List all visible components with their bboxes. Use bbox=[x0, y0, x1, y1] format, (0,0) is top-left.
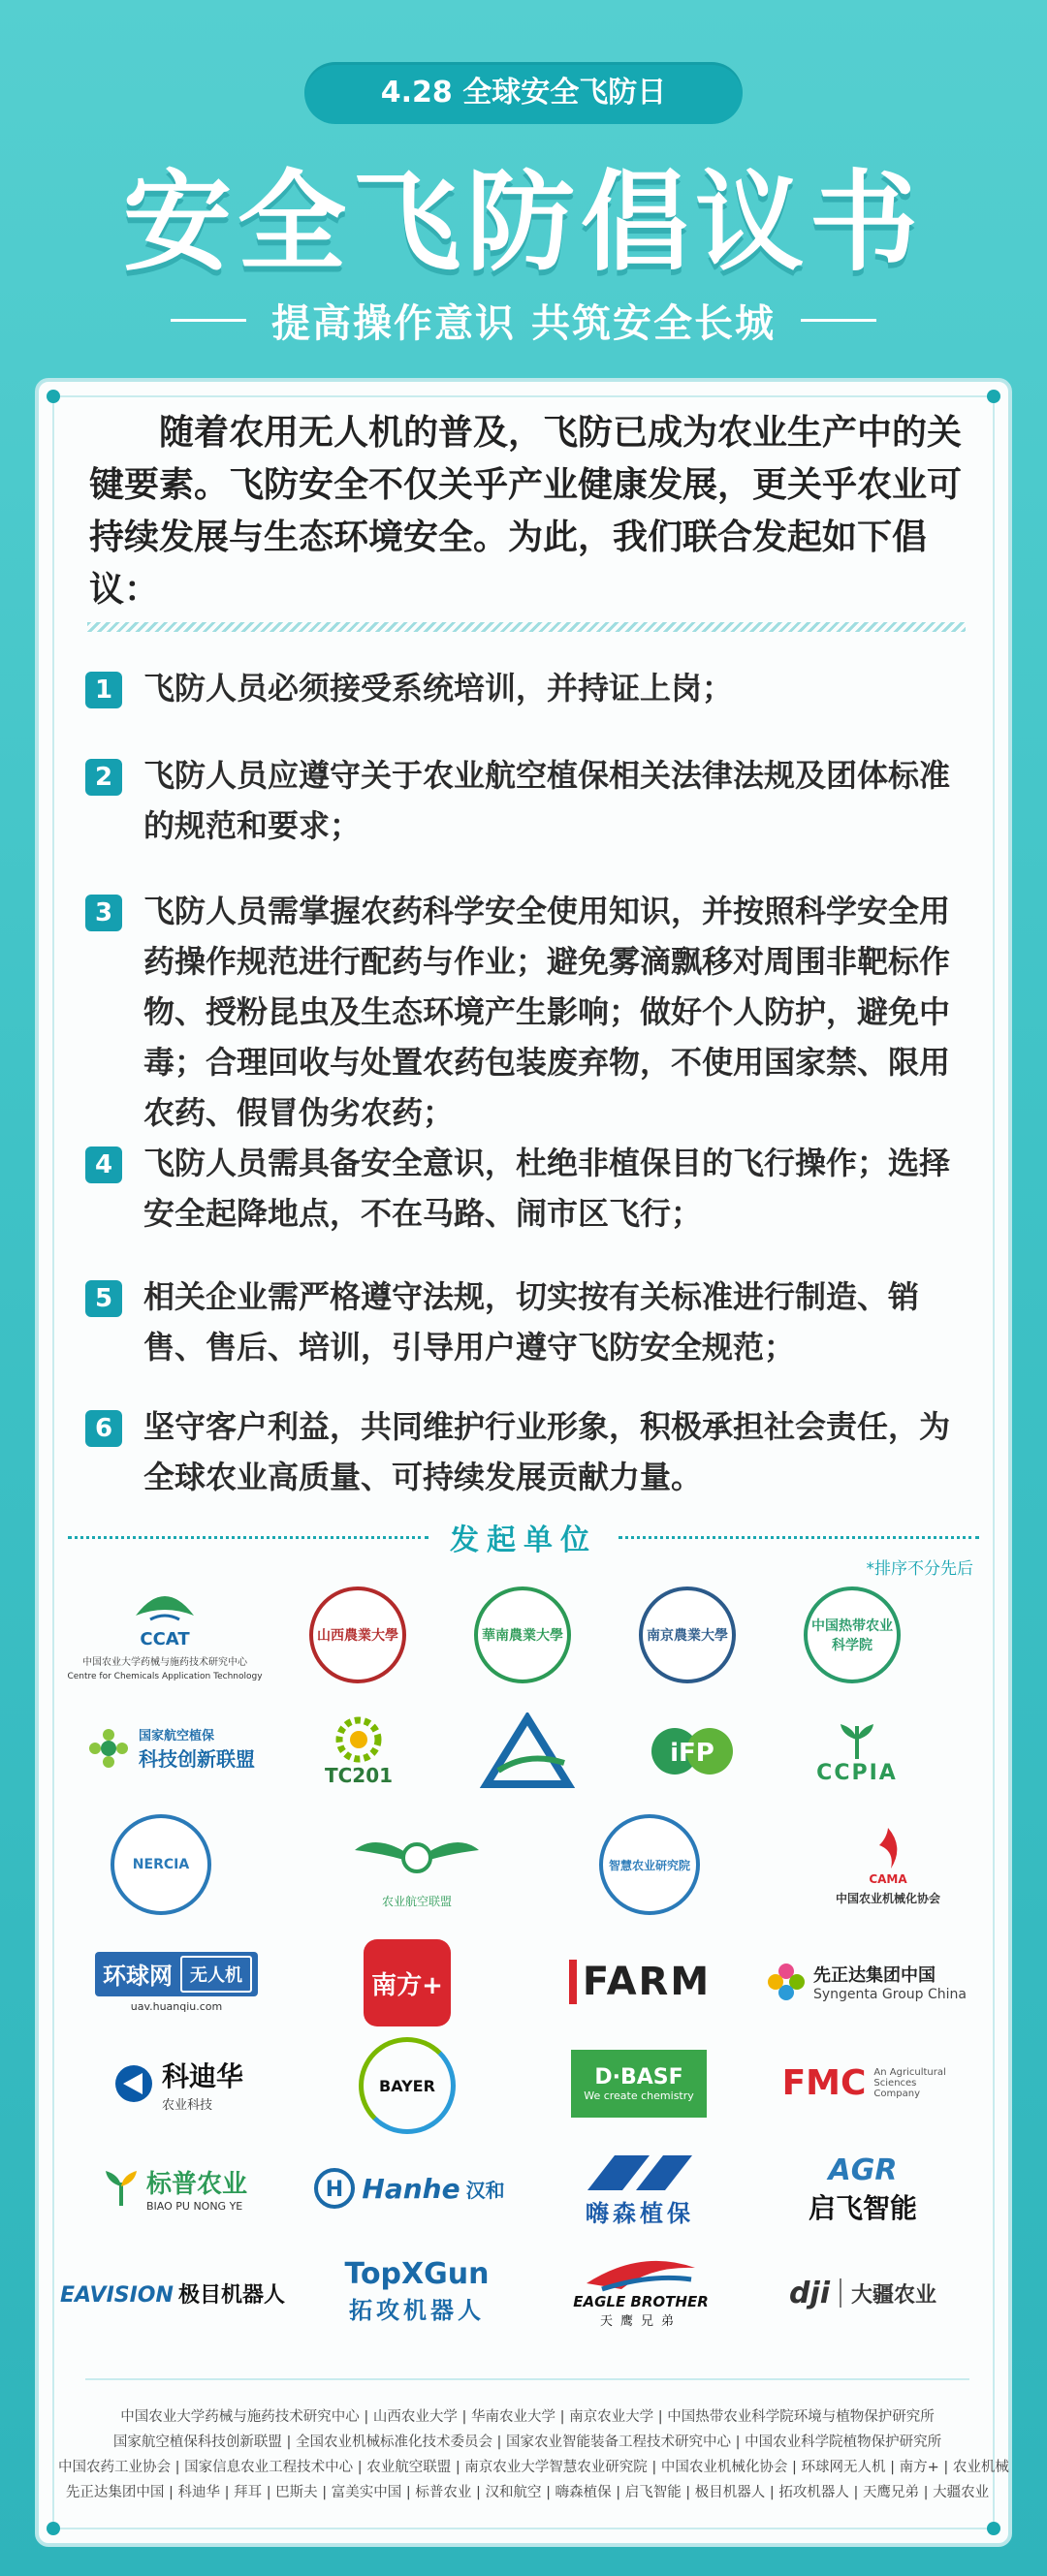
aviation-wings-icon bbox=[349, 1821, 485, 1889]
fmc-wordmark: FMC bbox=[781, 2062, 867, 2103]
hatched-divider bbox=[87, 622, 966, 632]
corteva-wordmark: 科迪华 bbox=[161, 2059, 243, 2092]
hanhe-h-icon bbox=[313, 2167, 356, 2210]
cama-mark: CAMA bbox=[869, 1871, 907, 1886]
logo-eagle-brother bbox=[558, 2239, 723, 2343]
logo-ccat bbox=[67, 1576, 263, 1692]
proposal-item bbox=[85, 886, 977, 1138]
logo-eavision bbox=[56, 2258, 289, 2328]
huanqiu-brand: 环球网 bbox=[103, 1963, 173, 1990]
cama-flame-icon bbox=[866, 1824, 910, 1872]
eavision-cn: 极目机器人 bbox=[178, 2282, 286, 2308]
aviation-alliance-caption: 农业航空联盟 bbox=[381, 1894, 452, 1908]
sort-order-note: *排序不分先后 bbox=[866, 1559, 973, 1579]
logo-njau-smart-agri bbox=[591, 1806, 708, 1923]
item-text: 飞防人员必须接受系统培训，并持证上岗； bbox=[143, 670, 734, 707]
eagle-cn: 天鹰兄弟 bbox=[599, 2313, 682, 2329]
logo-national-aviation-alliance bbox=[74, 1705, 268, 1792]
ccat-wordmark: CCAT bbox=[140, 1629, 190, 1649]
logo-ifp bbox=[634, 1705, 750, 1798]
biaopu-pinyin: BIAO PU NONG YE bbox=[145, 2200, 243, 2213]
farm-wordmark: FARM bbox=[569, 1960, 711, 2004]
nercia-globe-icon: NERCIA bbox=[111, 1814, 211, 1915]
ccat-caption-en: Centre for Chemicals Application Technology bbox=[67, 1672, 263, 1681]
corner-dot bbox=[47, 2522, 60, 2535]
haisen-swoosh-icon bbox=[582, 2152, 698, 2194]
eavision-wordmark: EAVISION bbox=[59, 2282, 174, 2308]
item-text: 飞防人员应遵守关于农业航空植保相关法律法规及团体标准的规范和要求； bbox=[143, 757, 951, 844]
logo-nercia bbox=[103, 1806, 219, 1923]
logo-topxgun bbox=[320, 2245, 514, 2338]
item-number-badge: 3 bbox=[85, 895, 122, 931]
page-title: 安全飞防倡议书 bbox=[123, 160, 924, 286]
fmc-tagline: An Agricultural Sciences Company bbox=[873, 2066, 946, 2099]
logo-nanfang-plus bbox=[359, 1936, 456, 2029]
ifp-leaf-icon bbox=[646, 1717, 739, 1785]
item-number-badge: 5 bbox=[85, 1280, 122, 1317]
logo-aie bbox=[469, 1705, 586, 1798]
ccat-caption: 中国农业大学药械与施药技术研究中心 bbox=[82, 1657, 247, 1668]
agr-wordmark: AGR bbox=[828, 2152, 898, 2187]
hanhe-cn: 汉和 bbox=[465, 2178, 505, 2202]
corner-dot bbox=[987, 390, 1000, 403]
corner-dot bbox=[987, 2522, 1000, 2535]
item-text: 坚守客户利益，共同维护行业形象，积极承担社会责任，为全球农业高质量、可持续发展贡献力量。 bbox=[143, 1408, 951, 1495]
footer-line: 先正达集团中国 | 科迪华 | 拜耳 | 巴斯夫 | 富美实中国 | 标普农业 | 汉和航空 | 嗨森植保 | 启飞智能 | 极目机器人 | 拓攻机器人 | 天鹰兄弟 | 大疆农业 bbox=[65, 2485, 990, 2500]
hanhe-wordmark: Hanhe bbox=[362, 2172, 460, 2205]
event-date-pill: 4.28 全球安全飞防日 bbox=[304, 62, 743, 124]
item-text: 飞防人员需具备安全意识，杜绝非植保目的飞行操作；选择安全起降地点，不在马路、闹市区飞行； bbox=[143, 1145, 951, 1232]
logo-catas bbox=[799, 1582, 905, 1688]
eagle-wing-icon bbox=[583, 2254, 699, 2293]
logo-cama bbox=[810, 1806, 966, 1923]
dotted-line-right bbox=[619, 1536, 979, 1539]
cama-caption: 中国农业机械化协会 bbox=[835, 1891, 940, 1905]
syngenta-cn: 先正达集团中国 bbox=[813, 1965, 936, 1986]
corner-dot bbox=[47, 390, 60, 403]
item-text: 飞防人员需掌握农药科学安全使用知识，并按照科学安全用药操作规范进行配药与作业；避免雾滴飘移对周围非靶标作物、授粉昆虫及生态环境产生影响；做好个人防护，避免中毒；合理回收与处置农药包装废弃物，不使用国家禁、限用农药、假冒伪劣农药； bbox=[143, 893, 951, 1131]
logo-biaopu bbox=[78, 2152, 271, 2225]
smart-agri-seal-icon: 智慧农业研究院 bbox=[599, 1814, 700, 1915]
proposal-card bbox=[35, 378, 1012, 2547]
nanfang-app-icon: 南方+ bbox=[364, 1939, 451, 2026]
syngenta-flower-icon bbox=[767, 1963, 806, 2001]
ccpia-wordmark: CCPIA bbox=[816, 1760, 898, 1785]
logo-agr bbox=[776, 2146, 950, 2233]
alliance-line1: 国家航空植保 bbox=[139, 1729, 215, 1744]
svg-text:H: H bbox=[326, 2178, 344, 2202]
biaopu-wordmark: 标普农业 bbox=[145, 2170, 247, 2199]
logo-tc201 bbox=[301, 1705, 417, 1798]
bayer-cross-icon: BAYER bbox=[359, 2037, 456, 2134]
item-number-badge: 4 bbox=[85, 1147, 122, 1183]
subtitle-row bbox=[0, 291, 1047, 349]
corteva-sub: 农业科技 bbox=[161, 2097, 212, 2113]
logo-corteva bbox=[81, 2045, 275, 2122]
logo-shanxi-agri-univ bbox=[304, 1582, 411, 1688]
ccat-leaf-icon bbox=[131, 1586, 199, 1629]
scau-seal-icon: 華南農業大學 bbox=[474, 1586, 571, 1683]
corteva-mark-icon bbox=[113, 2063, 154, 2104]
aie-triangle-icon bbox=[479, 1712, 576, 1790]
logo-fmc bbox=[770, 2049, 973, 2117]
logo-hanhe bbox=[293, 2152, 525, 2225]
subtitle-left-line bbox=[171, 319, 246, 322]
subtitle-right-line bbox=[801, 319, 876, 322]
logo-ccpia bbox=[799, 1705, 915, 1798]
haisen-wordmark: 嗨森植保 bbox=[586, 2199, 694, 2227]
syngenta-en: Syngenta Group China bbox=[813, 1987, 967, 2002]
item-text: 相关企业需严格遵守法规，切实按有关标准进行制造、销售、售后、培训，引导用户遵守飞防安全规范； bbox=[143, 1278, 920, 1366]
alliance-line2: 科技创新联盟 bbox=[139, 1747, 255, 1771]
logo-agri-aviation-alliance bbox=[339, 1806, 494, 1923]
proposal-item bbox=[85, 1401, 977, 1502]
logo-south-china-agri-univ bbox=[469, 1582, 576, 1688]
topxgun-cn: 拓攻机器人 bbox=[349, 2297, 485, 2324]
catas-seal-icon: 中国热带农业科学院 bbox=[804, 1586, 901, 1683]
huanqiu-url: uav.huanqiu.com bbox=[130, 1999, 223, 2013]
basf-wordmark: D·BASF bbox=[594, 2065, 683, 2089]
dotted-line-left bbox=[68, 1536, 428, 1539]
item-number-badge: 1 bbox=[85, 672, 122, 708]
ccpia-wheat-icon bbox=[833, 1718, 881, 1761]
biaopu-sprout-icon bbox=[102, 2169, 141, 2208]
basf-badge bbox=[571, 2050, 707, 2118]
logo-farm bbox=[562, 1948, 717, 2016]
logo-nanjing-agri-univ bbox=[634, 1582, 741, 1688]
dji-cn: 大疆农业 bbox=[851, 2282, 937, 2308]
basf-slogan: We create chemistry bbox=[584, 2089, 694, 2102]
njau-seal-icon: 南京農業大學 bbox=[639, 1586, 736, 1683]
proposal-item bbox=[85, 663, 977, 713]
footer-divider bbox=[85, 2378, 969, 2380]
page-subtitle: 提高操作意识 共筑安全长城 bbox=[271, 300, 776, 346]
logo-basf bbox=[566, 2047, 712, 2120]
huanqiu-uav-label: 无人机 bbox=[180, 1956, 252, 1993]
proposal-item bbox=[85, 750, 977, 851]
intro-paragraph: 随着农用无人机的普及，飞防已成为农业生产中的关键要素。飞防安全不仅关乎产业健康发展，更关乎农业可持续发展与生态环境安全。为此，我们联合发起如下倡议： bbox=[89, 413, 963, 610]
footer-line: 中国农药工业协会 | 国家信息农业工程技术中心 | 农业航空联盟 | 南京农业大学智慧农业研究院 | 中国农业机械化协会 | 环球网无人机 | 南方+ | 农业机械 bbox=[58, 2460, 1009, 2475]
item-number-badge: 2 bbox=[85, 759, 122, 796]
agr-cn: 启飞智能 bbox=[808, 2191, 917, 2224]
dji-divider bbox=[840, 2278, 841, 2308]
sponsors-heading bbox=[68, 1518, 979, 1556]
footer-line: 国家航空植保科技创新联盟 | 全国农业机械标准化技术委员会 | 国家农业智能装备工程技术研究中心 | 中国农业科学院植物保护研究所 bbox=[112, 2435, 942, 2450]
footer-line: 中国农业大学药械与施药技术研究中心 | 山西农业大学 | 华南农业大学 | 南京农业大学 | 中国热带农业科学院环境与植物保护研究所 bbox=[120, 2409, 935, 2425]
logo-dji-agriculture bbox=[756, 2258, 969, 2328]
dji-wordmark: dji bbox=[788, 2276, 831, 2310]
topxgun-wordmark: TopXGun bbox=[344, 2257, 490, 2291]
proposal-item bbox=[85, 1272, 977, 1372]
shanxi-seal-icon: 山西農業大學 bbox=[309, 1586, 406, 1683]
logo-haisen bbox=[562, 2146, 717, 2233]
logo-syngenta-china bbox=[760, 1948, 973, 2016]
eagle-wordmark: EAGLE BROTHER bbox=[573, 2292, 709, 2310]
huanqiu-badge bbox=[95, 1952, 258, 1996]
logo-bayer bbox=[351, 2035, 463, 2136]
item-number-badge: 6 bbox=[85, 1410, 122, 1447]
sponsors-heading-label: 发起单位 bbox=[450, 1524, 597, 1557]
logo-huanqiu-uav bbox=[70, 1940, 283, 2024]
tc201-wordmark: TC201 bbox=[324, 1764, 394, 1787]
proposal-item bbox=[85, 1138, 977, 1239]
tc201-gear-icon bbox=[332, 1715, 386, 1764]
alliance-flower-icon bbox=[86, 1726, 131, 1771]
svg-text:iFP: iFP bbox=[670, 1739, 714, 1768]
